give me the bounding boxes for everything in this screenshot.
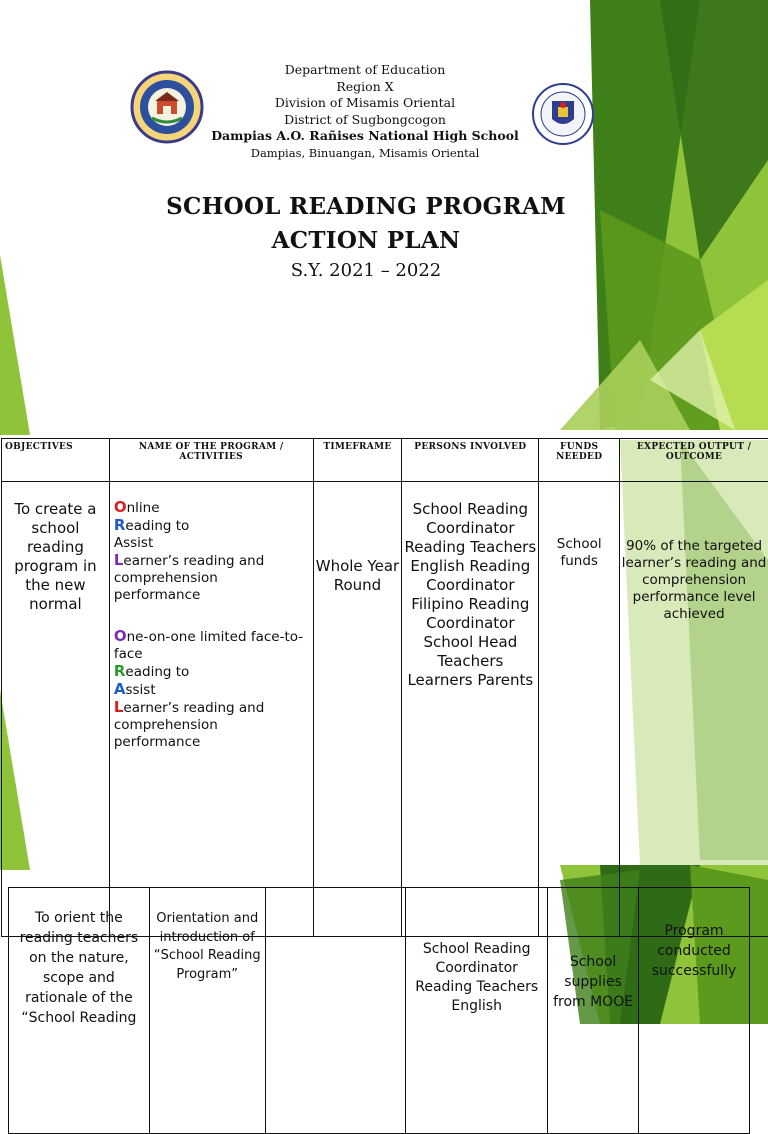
table-header-row: [2, 439, 768, 482]
acronym-word-rest: eading to: [125, 518, 189, 534]
acronym-word-rest: nline: [127, 500, 160, 516]
program-cell: Orientation and introduction of “School Reading Program”: [149, 888, 265, 1134]
letterhead: [180, 62, 550, 161]
acronym-line: [114, 663, 309, 681]
table-row: [9, 888, 750, 1134]
acronym-line: [114, 699, 309, 751]
action-plan-table: [1, 438, 768, 937]
division-line: Division of Misamis Oriental: [180, 95, 550, 112]
column-header: TIMEFRAME: [313, 439, 402, 482]
title-line-1: SCHOOL READING PROGRAM: [116, 190, 616, 224]
column-header: NAME OF THE PROGRAM / ACTIVITIES: [109, 439, 313, 482]
acronym-line: [114, 535, 309, 552]
document-title: [116, 190, 616, 281]
school-address: Dampias, Binuangan, Misamis Oriental: [180, 145, 550, 162]
acronym-letter: L: [114, 698, 124, 716]
department-line: Department of Education: [180, 62, 550, 79]
orral-acronym-one-on-one: [114, 628, 309, 751]
table-row: [2, 482, 768, 937]
persons-cell: School Reading Coordinator Reading Teachers English: [406, 888, 548, 1134]
acronym-line: [114, 499, 309, 517]
acronym-letter: L: [114, 551, 124, 569]
outcome-cell: 90% of the targeted learner’s reading and comprehension performance level achieved: [620, 482, 768, 937]
action-plan-table-continued: [8, 887, 750, 1134]
acronym-letter: R: [114, 516, 126, 534]
outcome-cell: Program conducted successfully: [639, 888, 750, 1134]
acronym-line: [114, 517, 309, 535]
title-line-2: ACTION PLAN: [116, 224, 616, 258]
column-header: OBJECTIVES: [2, 439, 110, 482]
acronym-word-rest: ne-on-one limited face-to-face: [114, 629, 303, 662]
acronym-word-rest: earner’s reading and comprehension performance: [114, 553, 264, 603]
column-header: PERSONS INVOLVED: [402, 439, 539, 482]
funds-cell: School funds: [539, 482, 620, 937]
orral-acronym-online: [114, 499, 309, 604]
timeframe-cell: [265, 888, 406, 1134]
region-line: Region X: [180, 79, 550, 96]
persons-cell: School Reading Coordinator Reading Teachers English Reading Coordinator Filipino Reading Coordinator School Head Teachers Learners Parents: [402, 482, 539, 937]
acronym-word-rest: ssist: [125, 682, 155, 698]
acronym-letter: A: [114, 680, 126, 698]
acronym-letter: O: [114, 498, 127, 516]
acronym-line: [114, 681, 309, 699]
funds-cell: School supplies from MOOE: [548, 888, 639, 1134]
program-cell: [109, 482, 313, 937]
acronym-line: [114, 628, 309, 663]
acronym-word-rest: Assist: [114, 535, 153, 551]
acronym-letter: R: [114, 662, 126, 680]
column-header: EXPECTED OUTPUT / OUTCOME: [620, 439, 768, 482]
objective-cell: To orient the reading teachers on the nature, scope and rationale of the “School Reading: [9, 888, 150, 1134]
column-header: FUNDS NEEDED: [539, 439, 620, 482]
objective-cell: To create a school reading program in the new normal: [2, 482, 110, 937]
acronym-word-rest: earner’s reading and comprehension performance: [114, 700, 264, 750]
acronym-letter: O: [114, 627, 127, 645]
acronym-line: [114, 552, 309, 604]
district-line: District of Sugbongcogon: [180, 112, 550, 129]
school-year: S.Y. 2021 – 2022: [116, 260, 616, 281]
acronym-word-rest: eading to: [125, 664, 189, 680]
timeframe-cell: Whole Year Round: [313, 482, 402, 937]
school-name: Dampias A.O. Rañises National High School: [180, 128, 550, 145]
